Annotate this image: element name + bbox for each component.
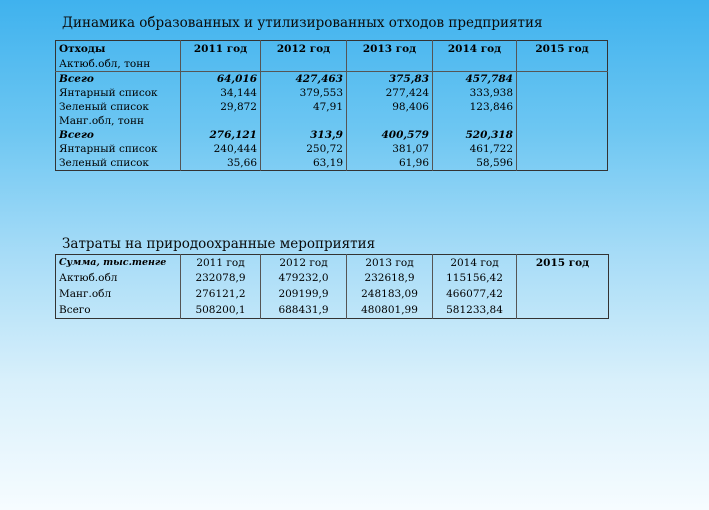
cell-value: 209199,9 (261, 286, 347, 302)
cell-value (517, 286, 609, 302)
cell-value: 581233,84 (433, 302, 517, 319)
costs-label-header: Сумма, тыс.тенге (59, 256, 167, 268)
costs-table-header-row (56, 255, 609, 271)
cell-value (517, 156, 608, 171)
cell-value (517, 142, 608, 156)
waste-dynamics-title: Динамика образованных и утилизированных отходов предприятия (62, 15, 543, 31)
row-label: Манг.обл, тонн (59, 115, 144, 127)
year-header-2014: 2014 год (433, 41, 517, 58)
cell-value: 232618,9 (347, 270, 433, 286)
row-label: Всего (59, 73, 94, 85)
waste-label-header: Отходы (59, 43, 106, 55)
waste-table (55, 40, 608, 171)
row-label: Всего (59, 129, 94, 141)
cell-value: 480801,99 (347, 302, 433, 319)
cell-value (517, 302, 609, 319)
cell-value (433, 114, 517, 128)
cell-value (517, 100, 608, 114)
year-header-2012: 2012 год (261, 41, 347, 58)
cell-value (181, 57, 261, 72)
year-header-2013: 2013 год (347, 255, 433, 271)
table-row (56, 156, 608, 171)
cell-value: 276121,2 (181, 286, 261, 302)
cell-value: 35,66 (181, 156, 261, 171)
waste-table-header-row (56, 41, 608, 58)
cell-value: 58,596 (433, 156, 517, 171)
cell-value: 29,872 (181, 100, 261, 114)
cell-value (347, 114, 433, 128)
table-row (56, 86, 608, 100)
table-row (56, 100, 608, 114)
cell-value: 64,016 (181, 72, 261, 87)
year-header-2011: 2011 год (181, 255, 261, 271)
cell-value (517, 270, 609, 286)
year-header-2015: 2015 год (517, 255, 609, 271)
cell-value (517, 72, 608, 87)
cell-value (517, 128, 608, 142)
row-label: Янтарный список (59, 87, 158, 99)
cell-value: 250,72 (261, 142, 347, 156)
cell-value: 381,07 (347, 142, 433, 156)
table-row (56, 302, 609, 319)
environmental-costs-title: Затраты на природоохранные мероприятия (62, 236, 376, 252)
table-row (56, 57, 608, 72)
cell-value (517, 86, 608, 100)
cell-value (261, 114, 347, 128)
cell-value: 688431,9 (261, 302, 347, 319)
cell-value: 276,121 (181, 128, 261, 142)
year-header-2012: 2012 год (261, 255, 347, 271)
cell-value: 466077,42 (433, 286, 517, 302)
cell-value: 248183,09 (347, 286, 433, 302)
cell-value: 520,318 (433, 128, 517, 142)
cell-value: 123,846 (433, 100, 517, 114)
cell-value: 313,9 (261, 128, 347, 142)
cell-value (181, 114, 261, 128)
cell-value (433, 57, 517, 72)
table-row (56, 270, 609, 286)
cell-value: 47,91 (261, 100, 347, 114)
cell-value: 427,463 (261, 72, 347, 87)
year-header-2011: 2011 год (181, 41, 261, 58)
cell-value: 375,83 (347, 72, 433, 87)
table-row (56, 142, 608, 156)
cell-value: 34,144 (181, 86, 261, 100)
cell-value: 461,722 (433, 142, 517, 156)
cell-value: 98,406 (347, 100, 433, 114)
cell-value: 232078,9 (181, 270, 261, 286)
cell-value: 508200,1 (181, 302, 261, 319)
row-label: Актюб.обл (59, 272, 118, 284)
cell-value (347, 57, 433, 72)
cell-value: 457,784 (433, 72, 517, 87)
table-row (56, 72, 608, 87)
cell-value: 400,579 (347, 128, 433, 142)
cell-value (517, 114, 608, 128)
year-header-2015: 2015 год (517, 41, 608, 58)
cell-value: 479232,0 (261, 270, 347, 286)
cell-value: 333,938 (433, 86, 517, 100)
cell-value: 379,553 (261, 86, 347, 100)
cell-value (517, 57, 608, 72)
row-label: Актюб.обл, тонн (56, 57, 181, 72)
row-label: Манг.обл (59, 288, 112, 300)
cell-value: 63,19 (261, 156, 347, 171)
row-label: Зеленый список (59, 157, 149, 169)
cell-value: 240,444 (181, 142, 261, 156)
costs-table (55, 254, 609, 319)
row-label: Янтарный список (59, 143, 158, 155)
cell-value: 61,96 (347, 156, 433, 171)
year-header-2013: 2013 год (347, 41, 433, 58)
cell-value (261, 57, 347, 72)
cell-value: 277,424 (347, 86, 433, 100)
row-label: Всего (59, 304, 91, 316)
cell-value: 115156,42 (433, 270, 517, 286)
table-row (56, 114, 608, 128)
year-header-2014: 2014 год (433, 255, 517, 271)
table-row (56, 128, 608, 142)
table-row (56, 286, 609, 302)
row-label: Зеленый список (59, 101, 149, 113)
